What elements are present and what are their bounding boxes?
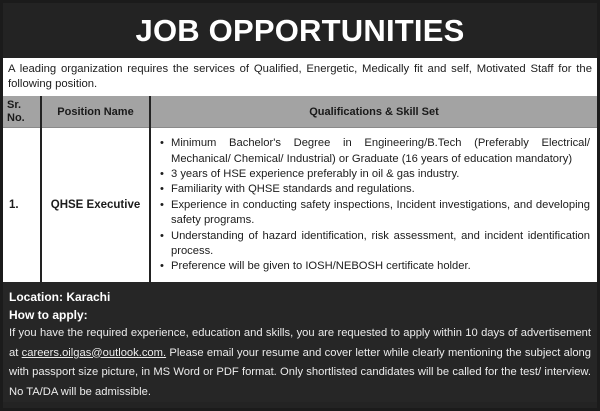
qualification-item: • 3 years of HSE experience preferably in oil & gas industry. xyxy=(159,167,590,182)
table-header-row xyxy=(3,96,597,128)
how-to-apply-heading: How to apply: xyxy=(9,308,88,322)
qualifications-cell xyxy=(150,128,597,283)
qualification-item: • Minimum Bachelor's Degree in Engineering/B.Tech (Preferably Electrical/ Mechanical/ Chemical/ Industrial) or Graduate (16 years of education mandatory) xyxy=(159,136,590,167)
instructions-text-start: If you have the required experience, education and skills, you are requested to apply within 10 days of advertisement at xyxy=(9,327,591,359)
intro-paragraph: A leading organization requires the services of Qualified, Energetic, Medically fit and self, Motivated Staff for the following position. xyxy=(3,58,597,96)
header-qualifications: Qualifications & Skill Set xyxy=(150,96,597,128)
positions-table xyxy=(3,96,597,282)
header-sr-no: Sr. No. xyxy=(3,96,41,128)
title-bar xyxy=(3,3,597,58)
qualification-item: • Familiarity with QHSE standards and regulations. xyxy=(159,182,590,197)
page-title: JOB OPPORTUNITIES xyxy=(135,12,465,48)
location-label: Location: Karachi xyxy=(9,290,111,304)
table-row xyxy=(3,128,597,283)
instructions-text-end: Please email your resume and cover letter while clearly mentioning the subject along with passport size picture, in MS Word or PDF format. Only shortlisted candidates will be called for the test/ interview. No TA/DA will be admissible. xyxy=(9,346,591,398)
header-position-name: Position Name xyxy=(41,96,150,128)
email-link[interactable]: careers.oilgas@outlook.com. xyxy=(21,346,167,359)
qualification-item: • Experience in conducting safety inspections, Incident investigations, and developing safety programs. xyxy=(159,198,590,229)
footer-section xyxy=(3,282,597,402)
sr-no-cell: 1. xyxy=(3,128,41,283)
qualifications-list xyxy=(159,136,590,275)
application-instructions xyxy=(9,324,591,402)
position-name-cell: QHSE Executive xyxy=(41,128,150,283)
qualification-item: • Understanding of hazard identification, risk assessment, and incident identification process. xyxy=(159,229,590,260)
qualification-item: • Preference will be given to IOSH/NEBOSH certificate holder. xyxy=(159,259,590,274)
